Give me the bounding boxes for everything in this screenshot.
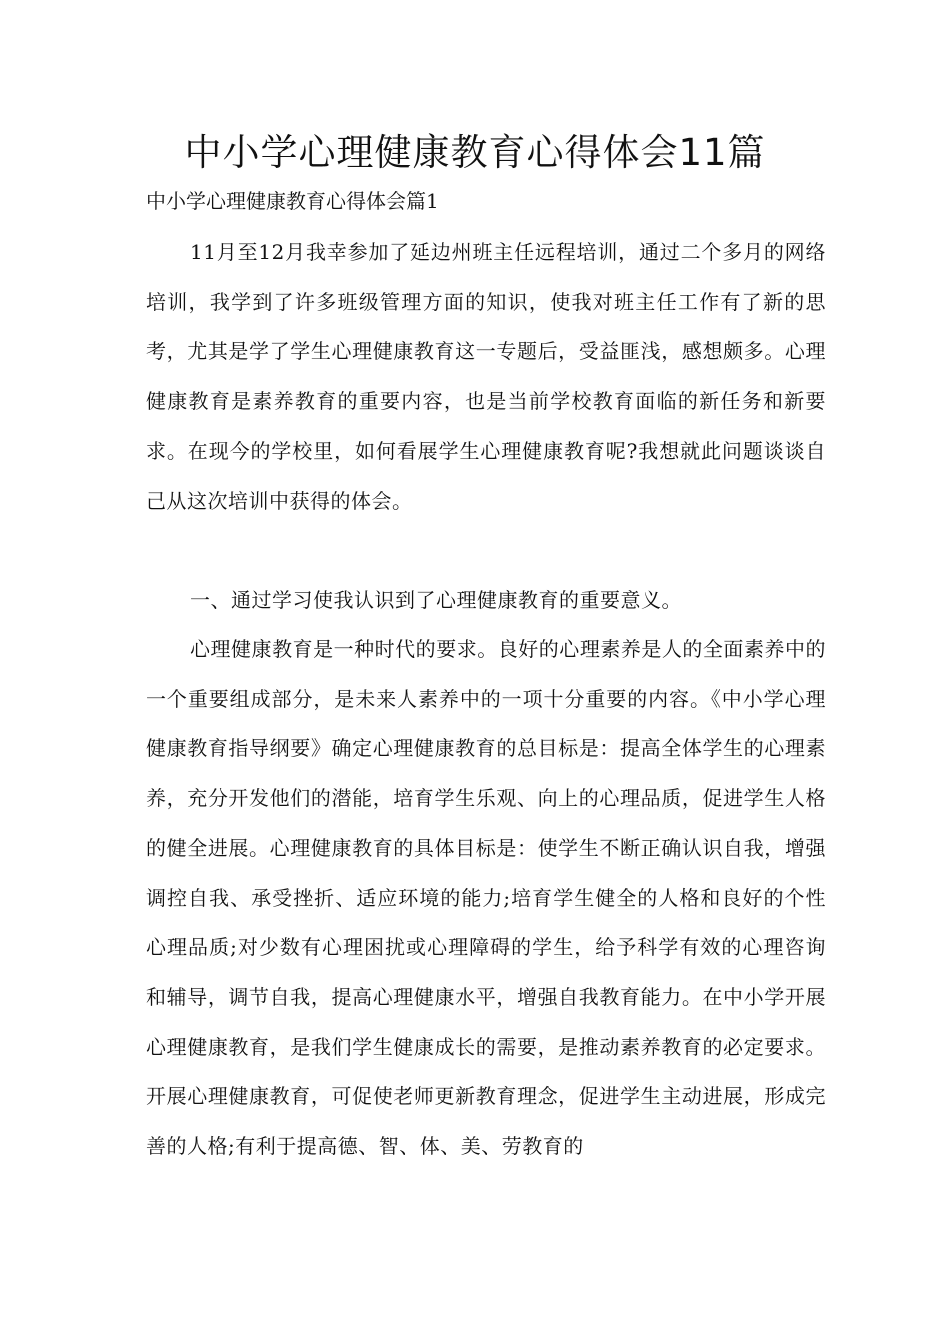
paragraph-section-1: 心理健康教育是一种时代的要求。良好的心理素养是人的全面素养中的一个重要组成部分，是未来人素养中的一项十分重要的内容。《中小学心理健康教育指导纲要》确定心理健康教育的总目标是：提高全体学生的心理素养，充分开发他们的潜能，培育学生乐观、向上的心理品质，促进学生人格的健全进展。心理健康教育的具体目标是：使学生不断正确认识自我，增强调控自我、承受挫折、适应环境的能力;培育学生健全的人格和良好的个性心理品质;对少数有心理困扰或心理障碍的学生，给予科学有效的心理咨询和辅导，调节自我，提高心理健康水平，增强自我教育能力。在中小学开展心理健康教育，是我们学生健康成长的需要，是推动素养教育的必定要求。开展心理健康教育，可促使老师更新教育理念，促进学生主动进展，形成完善的人格;有利于提高德、智、体、美、劳教育的 — [146, 637, 826, 1159]
document-subtitle: 中小学心理健康教育心得体会篇1 — [146, 189, 439, 213]
document-title: 中小学心理健康教育心得体会11篇 — [184, 131, 766, 174]
paragraph-intro: 11月至12月我幸参加了延边州班主任远程培训，通过二个多月的网络培训，我学到了许多班级管理方面的知识，使我对班主任工作有了新的思考，尤其是学了学生心理健康教育这一专题后，受益匪浅，感想颇多。心理健康教育是素养教育的重要内容，也是当前学校教育面临的新任务和新要求。在现今的学校里，如何看展学生心理健康教育呢?我想就此问题谈谈自己从这次培训中获得的体会。 — [146, 240, 826, 513]
section-heading-1: 一、通过学习使我认识到了心理健康教育的重要意义。 — [190, 588, 682, 612]
